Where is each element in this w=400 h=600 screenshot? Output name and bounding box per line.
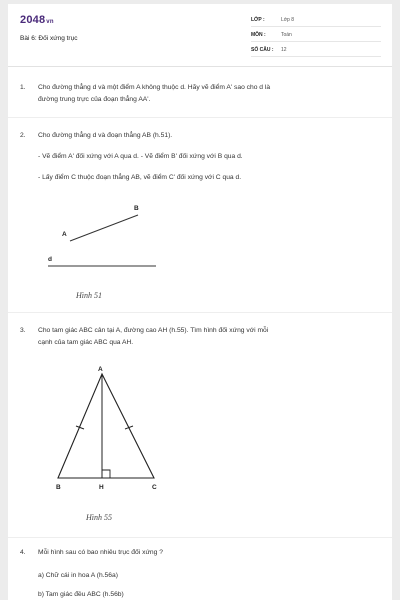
question-text xyxy=(38,325,268,349)
question-separator xyxy=(8,117,392,118)
segment-ab xyxy=(70,215,138,241)
question-4-option-a: a) Chữ cái in hoa A (h.56a) xyxy=(38,572,118,579)
question-line: Cho đường thẳng d và một điểm A không thuộc d. Hãy vẽ điểm A' sao cho d là xyxy=(38,84,271,91)
question-number: 1. xyxy=(20,84,26,91)
point-label-h: H xyxy=(99,484,104,491)
question-text xyxy=(38,82,270,106)
point-label-a: A xyxy=(98,366,103,373)
question-number: 2. xyxy=(20,132,26,139)
figure-caption: Hình 51 xyxy=(76,291,102,300)
line-label-d: d xyxy=(48,256,52,263)
meta-row-subject xyxy=(251,29,381,42)
meta-value: Toán xyxy=(281,32,292,38)
logo-text: 2048 xyxy=(20,14,46,26)
question-separator xyxy=(8,312,392,313)
site-logo[interactable] xyxy=(20,14,54,26)
lesson-title: Bài 6: Đối xứng trục xyxy=(20,35,78,42)
question-2-subtask-2: - Lấy điểm C thuộc đoạn thẳng AB, vẽ điểm C' đối xứng với C qua d. xyxy=(38,174,242,181)
header-divider xyxy=(8,66,392,67)
meta-key: MÔN : xyxy=(251,32,266,38)
worksheet xyxy=(8,4,392,600)
triangle-abc xyxy=(58,374,154,478)
figure-51 xyxy=(38,199,168,274)
question-4-option-b: b) Tam giác đều ABC (h.56b) xyxy=(38,591,124,598)
question-text: Mỗi hình sau có bao nhiêu trục đối xứng ? xyxy=(38,549,163,556)
figure-caption: Hình 55 xyxy=(86,513,112,522)
point-label-b: B xyxy=(134,205,139,212)
meta-key: LỚP : xyxy=(251,17,265,23)
worksheet-header xyxy=(8,4,392,64)
meta-value: Lớp 8 xyxy=(281,17,295,23)
meta-row-class xyxy=(251,14,381,27)
question-number: 4. xyxy=(20,549,26,556)
meta-key: SỐ CÂU : xyxy=(251,47,274,53)
question-text: Cho đường thẳng d và đoạn thẳng AB (h.51). xyxy=(38,132,173,139)
meta-value: 12 xyxy=(281,47,287,53)
right-angle-mark xyxy=(102,470,110,478)
point-label-b: B xyxy=(56,484,61,491)
question-line: đường trung trực của đoạn thẳng AA'. xyxy=(38,96,151,103)
point-label-a: A xyxy=(62,231,67,238)
meta-row-count xyxy=(251,44,381,57)
question-number: 3. xyxy=(20,327,26,334)
figure-55 xyxy=(44,362,174,498)
question-line: Cho tam giác ABC cân tại A, đường cao AH (h.55). Tìm hình đối xứng với mỗi xyxy=(38,327,269,334)
question-2-subtask-1: - Vẽ điểm A' đối xứng với A qua d. - Vẽ điểm B' đối xứng với B qua d. xyxy=(38,153,243,160)
question-separator xyxy=(8,537,392,538)
question-line: cạnh của tam giác ABC qua AH. xyxy=(38,339,134,346)
point-label-c: C xyxy=(152,484,157,491)
logo-suffix: vn xyxy=(46,19,54,25)
